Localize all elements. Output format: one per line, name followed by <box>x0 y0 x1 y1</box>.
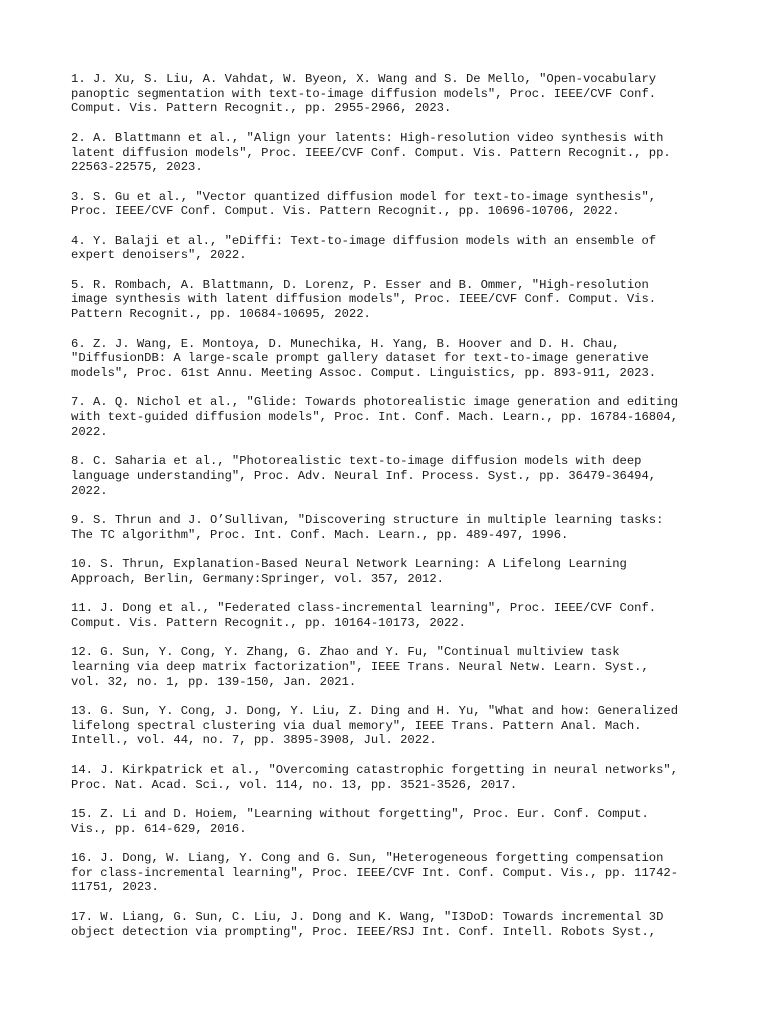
reference-line: image synthesis with latent diffusion models", Proc. IEEE/CVF Conf. Comput. Vis. <box>71 292 657 307</box>
reference-entry-10 <box>71 557 711 586</box>
reference-line: 1. J. Xu, S. Liu, A. Vahdat, W. Byeon, X. Wang and S. De Mello, "Open-vocabulary <box>71 72 657 86</box>
reference-line: The TC algorithm", Proc. Int. Conf. Mach. Learn., pp. 489-497, 1996. <box>71 527 569 542</box>
reference-line: lifelong spectral clustering via dual memory", IEEE Trans. Pattern Anal. Mach. <box>71 718 642 733</box>
reference-line: Approach, Berlin, Germany:Springer, vol. 357, 2012. <box>71 571 444 586</box>
reference-line: 13. G. Sun, Y. Cong, J. Dong, Y. Liu, Z. Ding and H. Yu, "What and how: Generalized <box>71 704 679 719</box>
reference-line: "DiffusionDB: A large-scale prompt gallery dataset for text-to-image generative <box>71 351 649 366</box>
reference-line: Intell., vol. 44, no. 7, pp. 3895-3908, Jul. 2022. <box>71 733 437 748</box>
reference-line: 2022. <box>71 483 108 498</box>
reference-line: learning via deep matrix factorization", IEEE Trans. Neural Netw. Learn. Syst., <box>71 659 649 674</box>
reference-line: 11. J. Dong et al., "Federated class-incremental learning", Proc. IEEE/CVF Conf. <box>71 601 657 616</box>
reference-line: expert denoisers", 2022. <box>71 248 247 263</box>
reference-line: 14. J. Kirkpatrick et al., "Overcoming catastrophic forgetting in neural networks", <box>71 762 679 777</box>
reference-entry-16 <box>71 851 711 895</box>
reference-entry-5 <box>71 278 711 322</box>
reference-entry-11 <box>71 601 711 630</box>
reference-line: Proc. IEEE/CVF Conf. Comput. Vis. Pattern Recognit., pp. 10696-10706, 2022. <box>71 204 620 219</box>
reference-entry-13 <box>71 704 711 748</box>
reference-line: 15. Z. Li and D. Hoiem, "Learning without forgetting", Proc. Eur. Conf. Comput. <box>71 806 649 821</box>
reference-line: Pattern Recognit., pp. 10684-10695, 2022. <box>71 307 371 322</box>
reference-line: 10. S. Thrun, Explanation-Based Neural Network Learning: A Lifelong Learning <box>71 557 627 572</box>
reference-line: models", Proc. 61st Annu. Meeting Assoc. Comput. Linguistics, pp. 893-911, 2023. <box>71 365 657 380</box>
reference-line: 5. R. Rombach, A. Blattmann, D. Lorenz, P. Esser and B. Ommer, "High-resolution <box>71 277 649 292</box>
reference-entry-15 <box>71 807 711 836</box>
reference-entry-8 <box>71 454 711 498</box>
reference-line: vol. 32, no. 1, pp. 139-150, Jan. 2021. <box>71 674 357 689</box>
reference-line: Comput. Vis. Pattern Recognit., pp. 2955-2966, 2023. <box>71 101 452 116</box>
reference-entry-2 <box>71 131 711 175</box>
reference-line: panoptic segmentation with text-to-image diffusion models", Proc. IEEE/CVF Conf. <box>71 86 657 101</box>
reference-line: latent diffusion models", Proc. IEEE/CVF Conf. Comput. Vis. Pattern Recognit., pp. <box>71 145 671 160</box>
reference-entry-14 <box>71 763 711 792</box>
reference-list <box>71 72 711 954</box>
reference-entry-9 <box>71 513 711 542</box>
reference-line: 4. Y. Balaji et al., "eDiffi: Text-to-image diffusion models with an ensemble of <box>71 233 657 248</box>
reference-line: 6. Z. J. Wang, E. Montoya, D. Munechika, H. Yang, B. Hoover and D. H. Chau, <box>71 336 620 351</box>
reference-entry-3 <box>71 190 711 219</box>
reference-line: 11751, 2023. <box>71 880 159 895</box>
reference-line: Proc. Nat. Acad. Sci., vol. 114, no. 13, pp. 3521-3526, 2017. <box>71 777 518 792</box>
reference-line: object detection via prompting", Proc. IEEE/RSJ Int. Conf. Intell. Robots Syst., <box>71 924 657 939</box>
reference-line: 22563-22575, 2023. <box>71 160 203 175</box>
reference-entry-4 <box>71 234 711 263</box>
reference-entry-6 <box>71 337 711 381</box>
reference-line: with text-guided diffusion models", Proc. Int. Conf. Mach. Learn., pp. 16784-16804, <box>71 410 679 425</box>
reference-line: for class-incremental learning", Proc. IEEE/CVF Int. Conf. Comput. Vis., pp. 11742- <box>71 865 679 880</box>
reference-line: 3. S. Gu et al., "Vector quantized diffusion model for text-to-image synthesis", <box>71 189 657 204</box>
reference-line: Comput. Vis. Pattern Recognit., pp. 10164-10173, 2022. <box>71 615 466 630</box>
reference-line: language understanding", Proc. Adv. Neural Inf. Process. Syst., pp. 36479-36494, <box>71 468 657 483</box>
reference-line: 17. W. Liang, G. Sun, C. Liu, J. Dong and K. Wang, "I3DoD: Towards incremental 3D <box>71 909 664 924</box>
reference-entry-17 <box>71 910 711 939</box>
reference-entry-12 <box>71 645 711 689</box>
reference-line: 2022. <box>71 424 108 439</box>
reference-line: 7. A. Q. Nichol et al., "Glide: Towards photorealistic image generation and editing <box>71 395 679 410</box>
reference-line: 12. G. Sun, Y. Cong, Y. Zhang, G. Zhao and Y. Fu, "Continual multiview task <box>71 645 620 660</box>
reference-line: 16. J. Dong, W. Liang, Y. Cong and G. Sun, "Heterogeneous forgetting compensation <box>71 851 664 866</box>
reference-entry-7 <box>71 395 711 439</box>
reference-line: 9. S. Thrun and J. O’Sullivan, "Discovering structure in multiple learning tasks: <box>71 512 664 527</box>
reference-line: 2. A. Blattmann et al., "Align your latents: High-resolution video synthesis with <box>71 130 664 145</box>
reference-entry-1 <box>71 72 711 116</box>
reference-line: 8. C. Saharia et al., "Photorealistic text-to-image diffusion models with deep <box>71 454 642 469</box>
reference-line: Vis., pp. 614-629, 2016. <box>71 821 247 836</box>
